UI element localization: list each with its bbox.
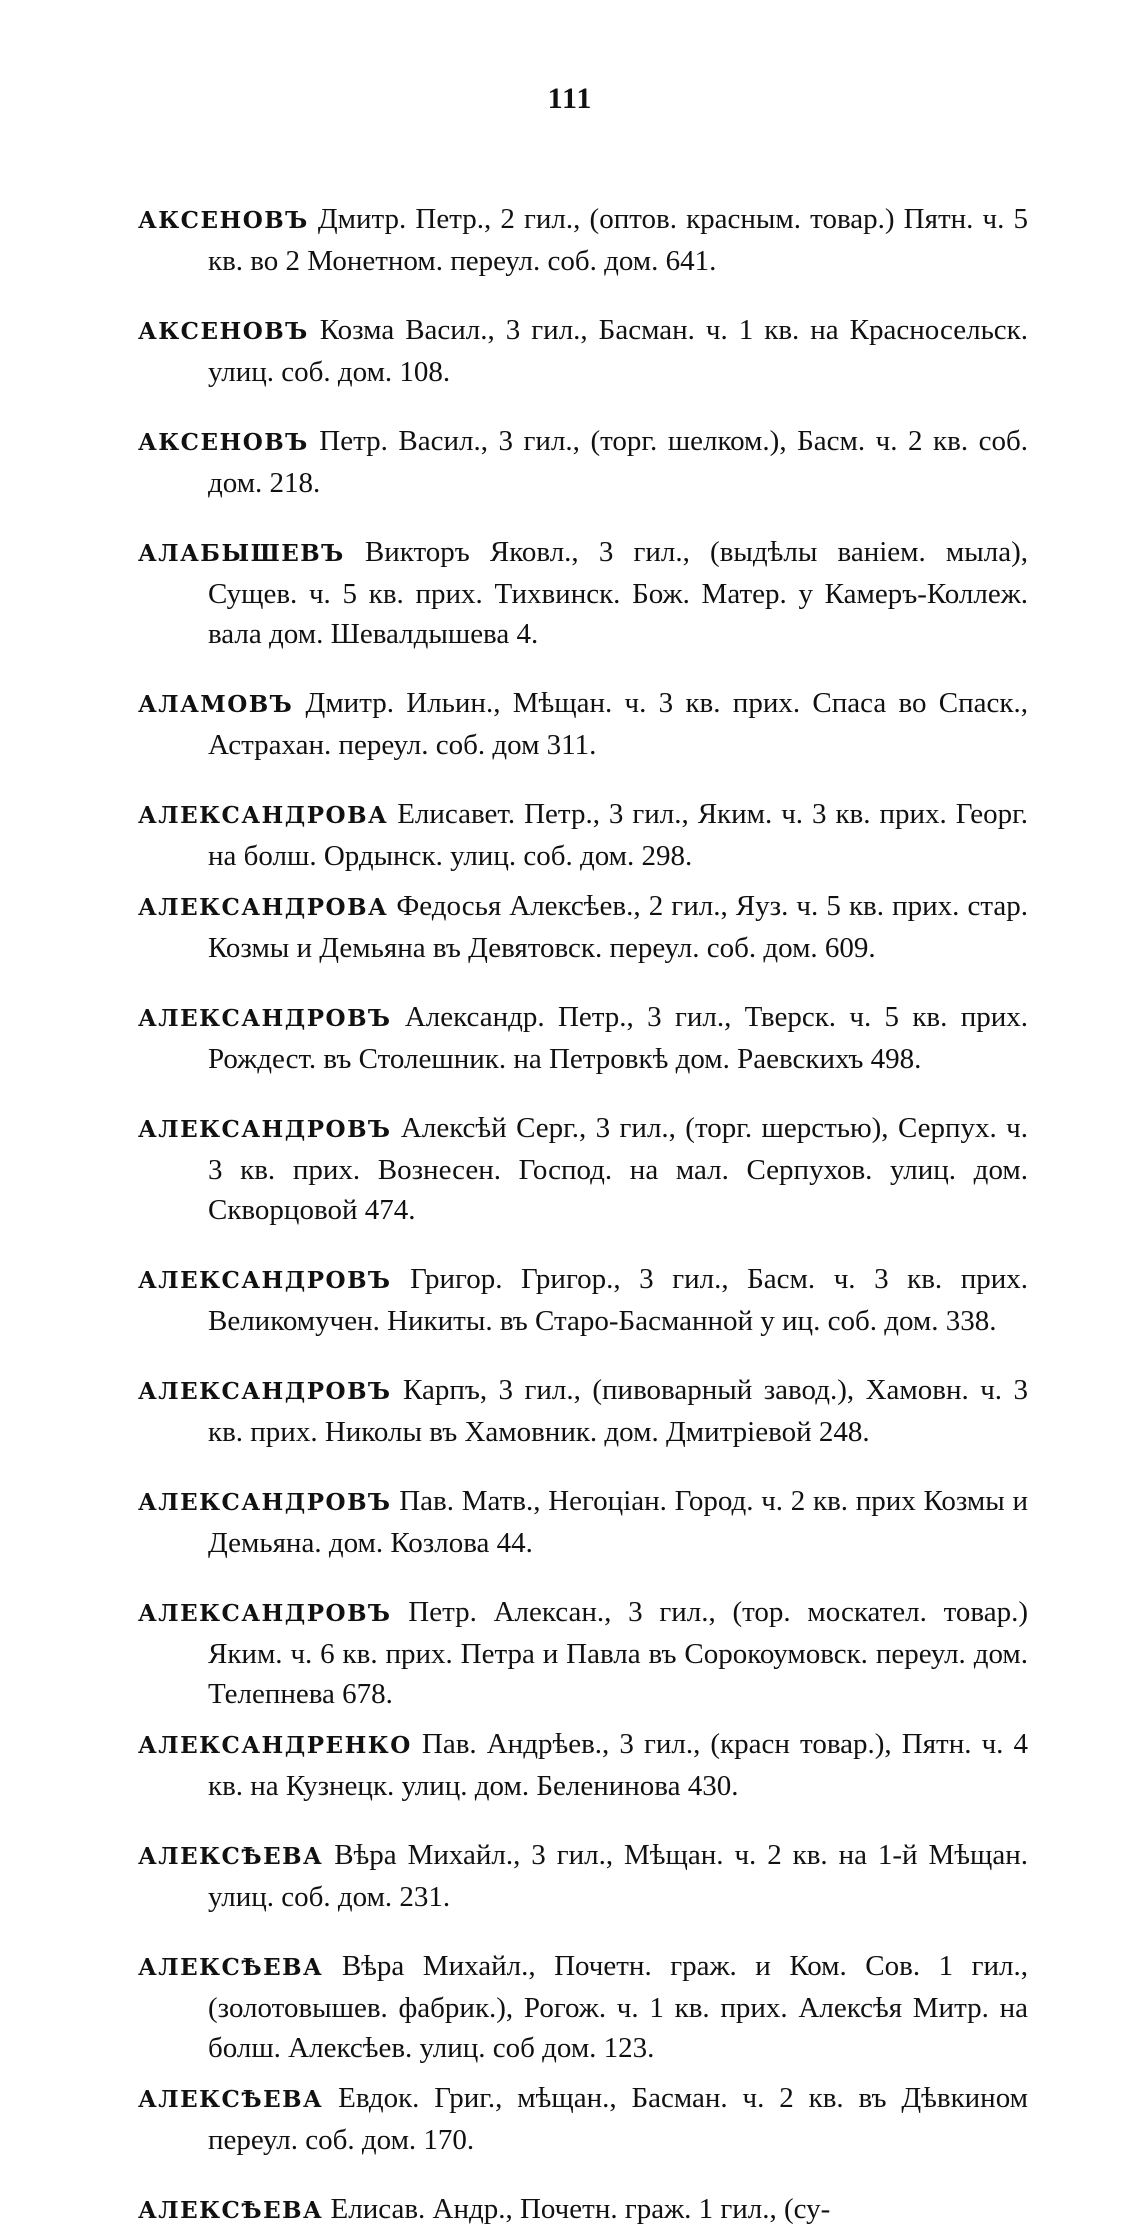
- entry-text: Елисав. Андр., Почетн. граж. 1 гил., (су-: [330, 2193, 831, 2225]
- entry-surname: АЛЕКСАНДРОВЪ: [138, 1378, 392, 1405]
- entry-surname: АЛАБЫШЕВЪ: [138, 540, 345, 567]
- entry-text: Карпъ, 3 гил., (пивоварный завод.), Хамовн. ч. 3 кв. прих. Николы въ Хамовник. дом. Дмитріевой 248.: [208, 1374, 1028, 1448]
- directory-entry: [138, 1835, 1028, 1917]
- directory-entry: [138, 2078, 1028, 2160]
- entry-surname: АЛЕКСАНДРОВЪ: [138, 1489, 392, 1516]
- entry-surname: АЛАМОВЪ: [138, 691, 294, 718]
- directory-entry: [138, 1259, 1028, 1341]
- directory-entry: [138, 199, 1028, 281]
- directory-entry: [138, 1481, 1028, 1563]
- directory-entry: [138, 794, 1028, 876]
- entry-surname: АКСЕНОВЪ: [138, 429, 309, 456]
- directory-entry: [138, 1108, 1028, 1230]
- entry-surname: АКСЕНОВЪ: [138, 318, 309, 345]
- entry-text: Пав. Андрѣев., 3 гил., (красн товар.), Пятн. ч. 4 кв. на Кузнецк. улиц. дом. Беленинова 430.: [208, 1728, 1029, 1802]
- directory-entries: [138, 170, 1028, 2231]
- directory-entry: [138, 683, 1028, 765]
- entry-surname: АКСЕНОВЪ: [138, 207, 309, 234]
- entry-text: Викторъ Яковл., 3 гил., (выдѣлы ваніем. мыла), Сущев. ч. 5 кв. прих. Тихвинск. Бож. Матер. у Камеръ-Коллеж. вала дом. Шевалдышева 4.: [208, 536, 1029, 650]
- entry-surname: АЛЕКСѢЕВА: [138, 1954, 324, 1981]
- entry-text: Александр. Петр., 3 гил., Тверск. ч. 5 кв. прих. Рождест. въ Столешник. на Петровкѣ дом. Раевскихъ 498.: [208, 1001, 1028, 1075]
- entry-surname: АЛЕКСАНДРОВА: [138, 894, 389, 921]
- directory-entry: [138, 532, 1028, 654]
- entry-surname: АЛЕКСАНДРОВЪ: [138, 1267, 392, 1294]
- entry-surname: АЛЕКСАНДРЕНКО: [138, 1732, 412, 1759]
- entry-surname: АЛЕКСѢЕВА: [138, 2197, 324, 2224]
- entry-text: Федосья Алексѣев., 2 гил., Яуз. ч. 5 кв. прих. стар. Козмы и Демьяна въ Девятовск. переул. соб. дом. 609.: [208, 890, 1029, 964]
- entry-text: Пав. Матв., Негоціан. Город. ч. 2 кв. прих Козмы и Демьяна. дом. Козлова 44.: [208, 1485, 1029, 1559]
- directory-entry: [138, 1724, 1028, 1806]
- entry-surname: АЛЕКСАНДРОВЪ: [138, 1005, 392, 1032]
- directory-entry: [138, 1592, 1028, 1714]
- entry-text: Дмитр. Петр., 2 гил., (оптов. красным. товар.) Пятн. ч. 5 кв. во 2 Монетном. переул. соб. дом. 641.: [208, 203, 1028, 277]
- entry-text: Петр. Васил., 3 гил., (торг. шелком.), Басм. ч. 2 кв. соб. дом. 218.: [208, 425, 1028, 499]
- directory-entry: [138, 421, 1028, 503]
- entry-surname: АЛЕКСАНДРОВА: [138, 802, 389, 829]
- page-number: 111: [547, 82, 593, 115]
- entry-text: Вѣра Михайл., 3 гил., Мѣщан. ч. 2 кв. на 1-й Мѣщан. улиц. соб. дом. 231.: [208, 1839, 1028, 1913]
- entry-surname: АЛЕКСѢЕВА: [138, 1843, 324, 1870]
- entry-text: Елисавет. Петр., 3 гил., Яким. ч. 3 кв. прих. Георг. на болш. Ордынск. улиц. соб. дом. 298.: [208, 798, 1029, 872]
- entry-text: Григор. Григор., 3 гил., Басм. ч. 3 кв. прих. Великомучен. Никиты. въ Старо-Басманной у иц. соб. дом. 338.: [208, 1263, 1028, 1337]
- directory-entry: [138, 1946, 1028, 2068]
- directory-entry: [138, 997, 1028, 1079]
- entry-text: Дмитр. Ильин., Мѣщан. ч. 3 кв. прих. Спаса во Спаск., Астрахан. переул. соб. дом 311.: [208, 687, 1028, 761]
- directory-entry: [138, 886, 1028, 968]
- entry-text: Евдок. Григ., мѣщан., Басман. ч. 2 кв. въ Дѣвкином переул. соб. дом. 170.: [208, 2082, 1028, 2156]
- entry-surname: АЛЕКСѢЕВА: [138, 2086, 324, 2113]
- directory-entry: [138, 1370, 1028, 1452]
- entry-surname: АЛЕКСАНДРОВЪ: [138, 1600, 392, 1627]
- entry-text: Козма Васил., 3 гил., Басман. ч. 1 кв. на Красносельск. улиц. соб. дом. 108.: [208, 314, 1029, 388]
- directory-entry: [138, 310, 1028, 392]
- entry-text: Петр. Алексан., 3 гил., (тор. москател. товар.) Яким. ч. 6 кв. прих. Петра и Павла въ Сорокоумовск. переул. дом. Телепнева 678.: [208, 1596, 1029, 1710]
- entry-text: Алексѣй Серг., 3 гил., (торг. шерстью), Серпух. ч. 3 кв. прих. Вознесен. Господ. на мал. Серпухов. улиц. дом. Скворцовой 474.: [208, 1112, 1028, 1226]
- directory-entry: [138, 2189, 1028, 2231]
- entry-surname: АЛЕКСАНДРОВЪ: [138, 1116, 392, 1143]
- entry-text: Вѣра Михайл., Почетн. граж. и Ком. Сов. 1 гил., (золотовышев. фабрик.), Рогож. ч. 1 кв. прих. Алексѣя Митр. на болш. Алексѣев. улиц. соб дом. 123.: [208, 1950, 1029, 2064]
